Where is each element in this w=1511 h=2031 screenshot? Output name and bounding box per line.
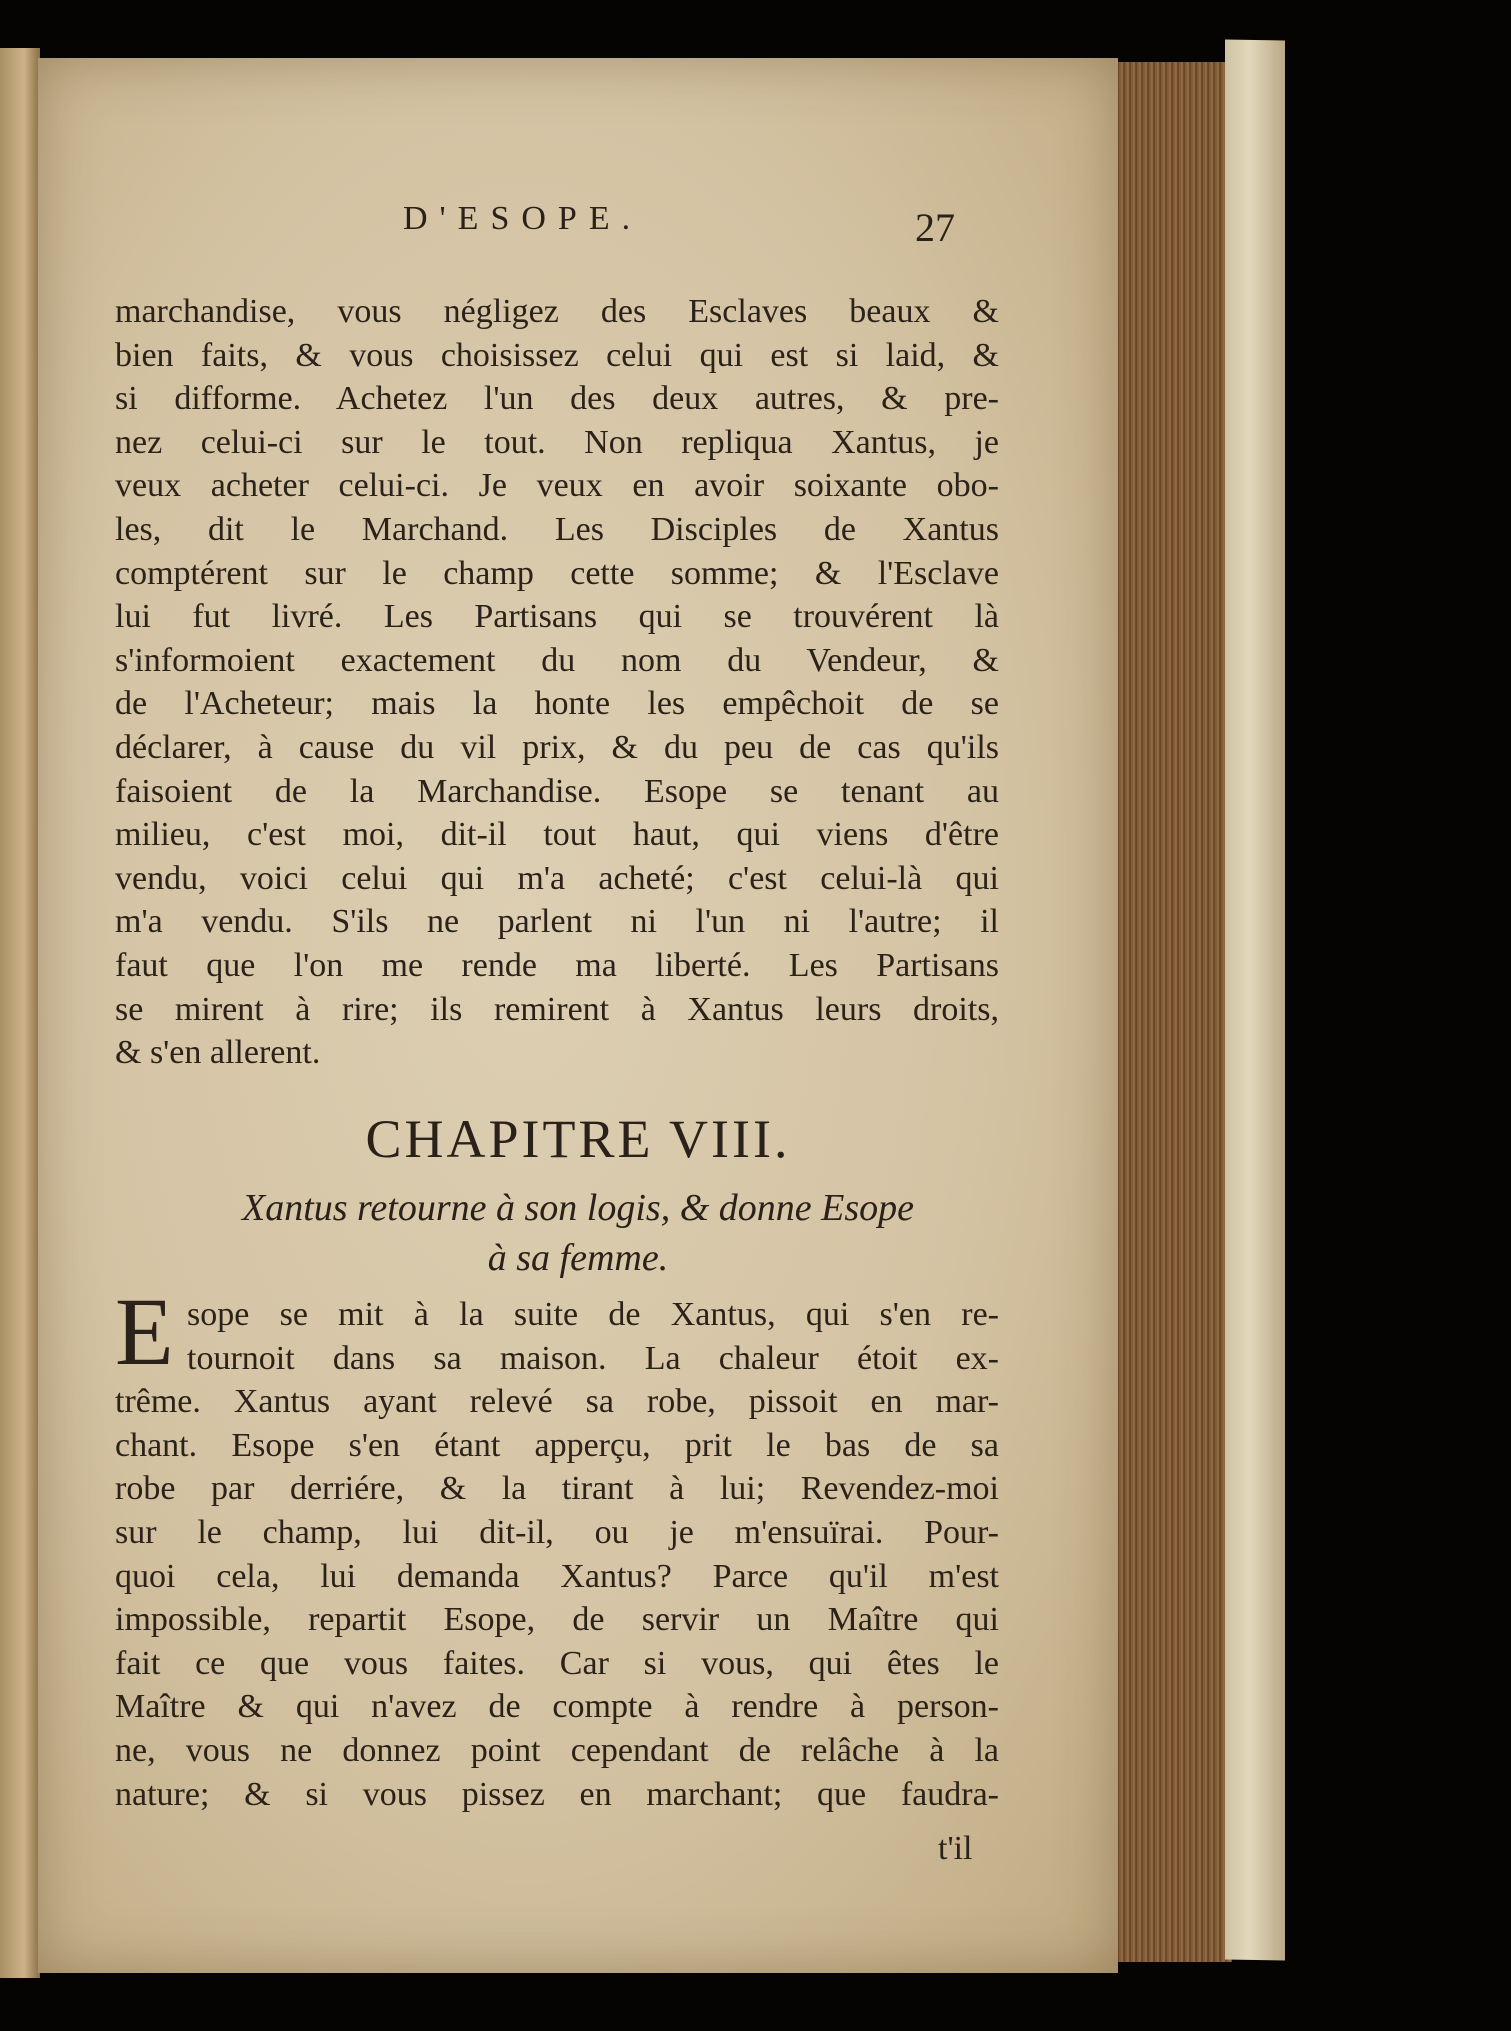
text-line: les, dit le Marchand. Les Disciples de Xantus bbox=[115, 510, 999, 548]
text-line: s'informoient exactement du nom du Vendeur, & bbox=[115, 641, 999, 679]
text-line: impossible, repartit Esope, de servir un Maître qui bbox=[115, 1601, 999, 1639]
text-line: quoi cela, lui demanda Xantus? Parce qu'il m'est bbox=[115, 1557, 999, 1595]
text-line: comptérent sur le champ cette somme; & l'Esclave bbox=[115, 554, 999, 592]
text-line: sope se mit à la suite de Xantus, qui s'en re- bbox=[187, 1296, 999, 1333]
running-title: D'ESOPE. bbox=[403, 200, 643, 237]
text-line: tournoit dans sa maison. La chaleur étoit ex- bbox=[187, 1339, 999, 1377]
paragraph bbox=[115, 290, 999, 1075]
text-line: milieu, c'est moi, dit-il tout haut, qui viens d'être bbox=[115, 816, 999, 854]
text-line: faut que l'on me rende ma liberté. Les Partisans bbox=[115, 946, 999, 984]
text-line: chant. Esope s'en étant apperçu, prit le bas de sa bbox=[115, 1426, 999, 1464]
text-line: trême. Xantus ayant relevé sa robe, pissoit en mar- bbox=[115, 1383, 999, 1421]
text-line: fait ce que vous faites. Car si vous, qui êtes le bbox=[115, 1644, 999, 1682]
text-line: m'a vendu. S'ils ne parlent ni l'un ni l'autre; il bbox=[115, 903, 999, 941]
chapter-paragraph bbox=[115, 1293, 999, 1816]
binding-edge bbox=[1225, 39, 1285, 1960]
page-header bbox=[38, 200, 1118, 260]
chapter-subtitle bbox=[38, 1183, 1118, 1283]
text-line: lui fut livré. Les Partisans qui se trouvérent là bbox=[115, 598, 999, 636]
drop-cap: E bbox=[115, 1278, 174, 1385]
text-line: sur le champ, lui dit-il, ou je m'ensuïrai. Pour- bbox=[115, 1513, 999, 1551]
book-page bbox=[38, 58, 1118, 1973]
text-line: marchandise, vous négligez des Esclaves beaux & bbox=[115, 293, 999, 330]
chapter-title: CHAPITRE VIII. bbox=[365, 1109, 791, 1169]
text-line: de l'Acheteur; mais la honte les empêchoit de se bbox=[115, 685, 999, 723]
text-line: bien faits, & vous choisissez celui qui est si laid, & bbox=[115, 336, 999, 374]
text-line: robe par derriére, & la tirant à lui; Revendez-moi bbox=[115, 1470, 999, 1508]
text-line: déclarer, à cause du vil prix, & du peu de cas qu'ils bbox=[115, 728, 999, 766]
subtitle-line: Xantus retourne à son logis, & donne Esope bbox=[242, 1187, 914, 1229]
page-number: 27 bbox=[915, 205, 955, 250]
text-line: nez celui-ci sur le tout. Non repliqua Xantus, je bbox=[115, 423, 999, 461]
text-line: ne, vous ne donnez point cependant de relâche à la bbox=[115, 1731, 999, 1769]
page-block-edges bbox=[1112, 62, 1232, 1962]
catchword: t'il bbox=[938, 1830, 973, 1867]
subtitle-line: à sa femme. bbox=[487, 1237, 669, 1279]
text-line: faisoient de la Marchandise. Esope se tenant au bbox=[115, 772, 999, 810]
text-line: veux acheter celui-ci. Je veux en avoir soixante obo- bbox=[115, 467, 999, 505]
text-line: se mirent à rire; ils remirent à Xantus leurs droits, bbox=[115, 990, 999, 1028]
text-line: vendu, voici celui qui m'a acheté; c'est celui-là qui bbox=[115, 859, 999, 897]
text-line: nature; & si vous pissez en marchant; que faudra- bbox=[115, 1775, 999, 1813]
left-page-edge bbox=[0, 48, 40, 1978]
text-line: & s'en allerent. bbox=[115, 1034, 321, 1072]
text-line: si difforme. Achetez l'un des deux autres, & pre- bbox=[115, 380, 999, 418]
text-line: Maître & qui n'avez de compte à rendre à person- bbox=[115, 1688, 999, 1726]
